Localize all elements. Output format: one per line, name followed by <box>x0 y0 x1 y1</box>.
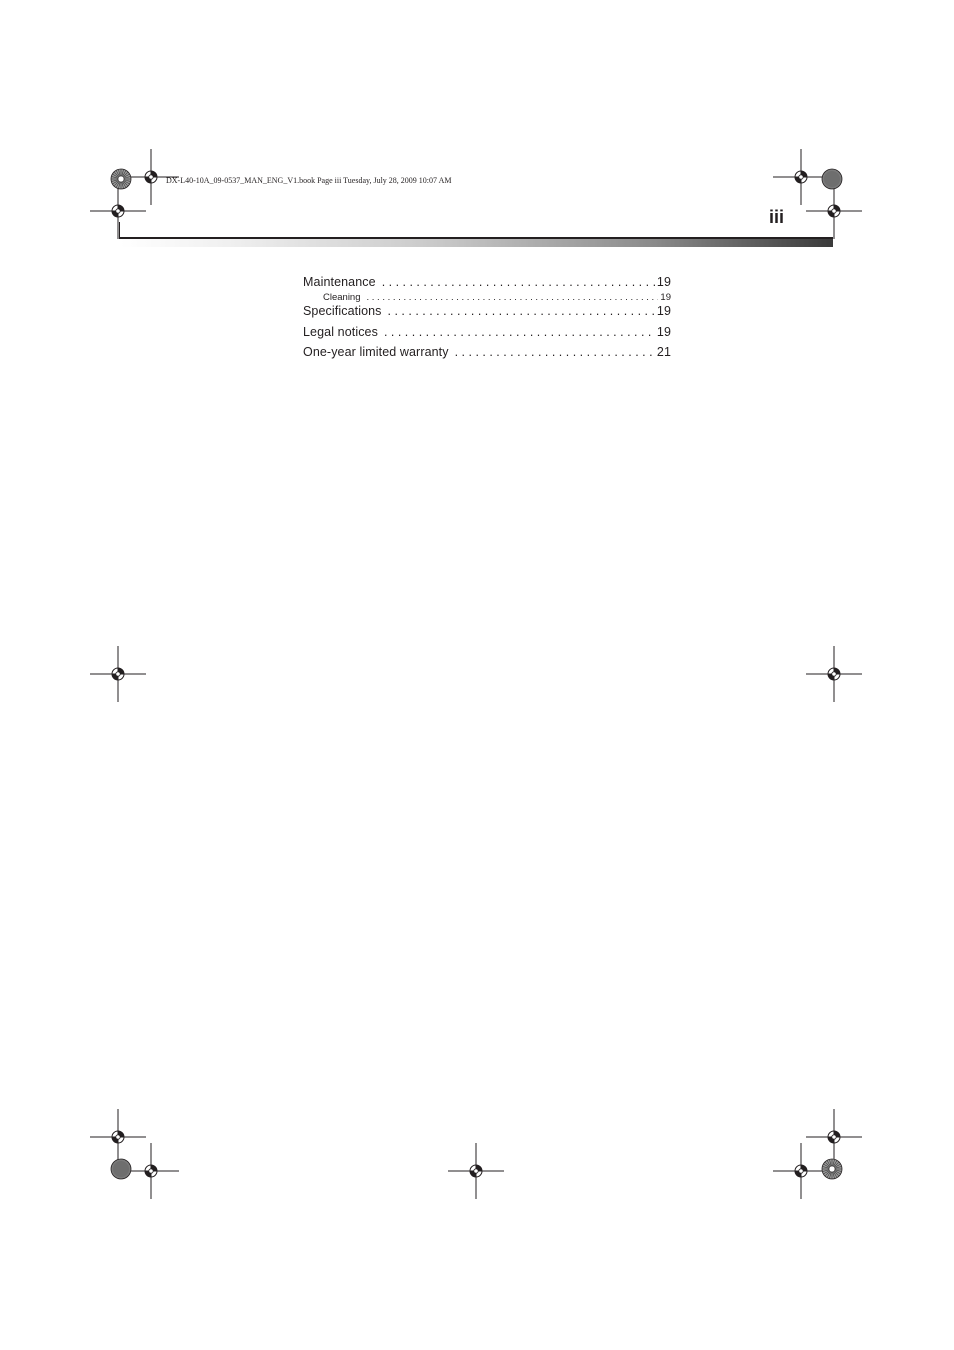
registration-mark-right-middle <box>806 646 862 702</box>
registration-mark-right-upper <box>806 183 862 239</box>
toc-entry-page: 19 <box>656 275 671 289</box>
print-slug: DX-L40-10A_09-0537_MAN_ENG_V1.book Page iii Tuesday, July 28, 2009 10:07 AM <box>166 176 452 185</box>
toc-entry-specifications[interactable] <box>303 303 671 324</box>
toc-entry-page: 19 <box>656 304 671 318</box>
toc-entry-page: 21 <box>656 345 671 359</box>
color-target-top-right <box>821 168 843 190</box>
color-target-bottom-right <box>821 1158 843 1180</box>
toc-entry-warranty[interactable] <box>303 344 671 365</box>
toc-entry-legal-notices[interactable] <box>303 324 671 345</box>
toc-leader-dots <box>384 324 655 341</box>
toc-entry-label: Maintenance <box>303 275 376 289</box>
table-of-contents <box>303 274 671 365</box>
toc-leader-dots <box>367 292 659 303</box>
toc-entry-label: Specifications <box>303 304 382 318</box>
registration-mark-left-middle <box>90 646 146 702</box>
toc-entry-label: Legal notices <box>303 324 378 339</box>
toc-entry-cleaning[interactable] <box>303 292 671 304</box>
header-rule <box>120 237 833 239</box>
registration-mark-left-upper <box>90 183 146 239</box>
page-number: iii <box>769 207 785 227</box>
toc-entry-page: 19 <box>656 324 671 339</box>
registration-mark-bottom-center <box>448 1143 504 1199</box>
toc-leader-dots <box>388 303 655 320</box>
toc-entry-page: 19 <box>660 291 671 303</box>
toc-entry-label: Cleaning <box>323 291 361 303</box>
toc-entry-label: One-year limited warranty <box>303 345 449 359</box>
toc-leader-dots <box>455 344 655 361</box>
toc-leader-dots <box>382 274 655 291</box>
color-target-top-left <box>110 168 132 190</box>
color-target-bottom-left <box>110 1158 132 1180</box>
